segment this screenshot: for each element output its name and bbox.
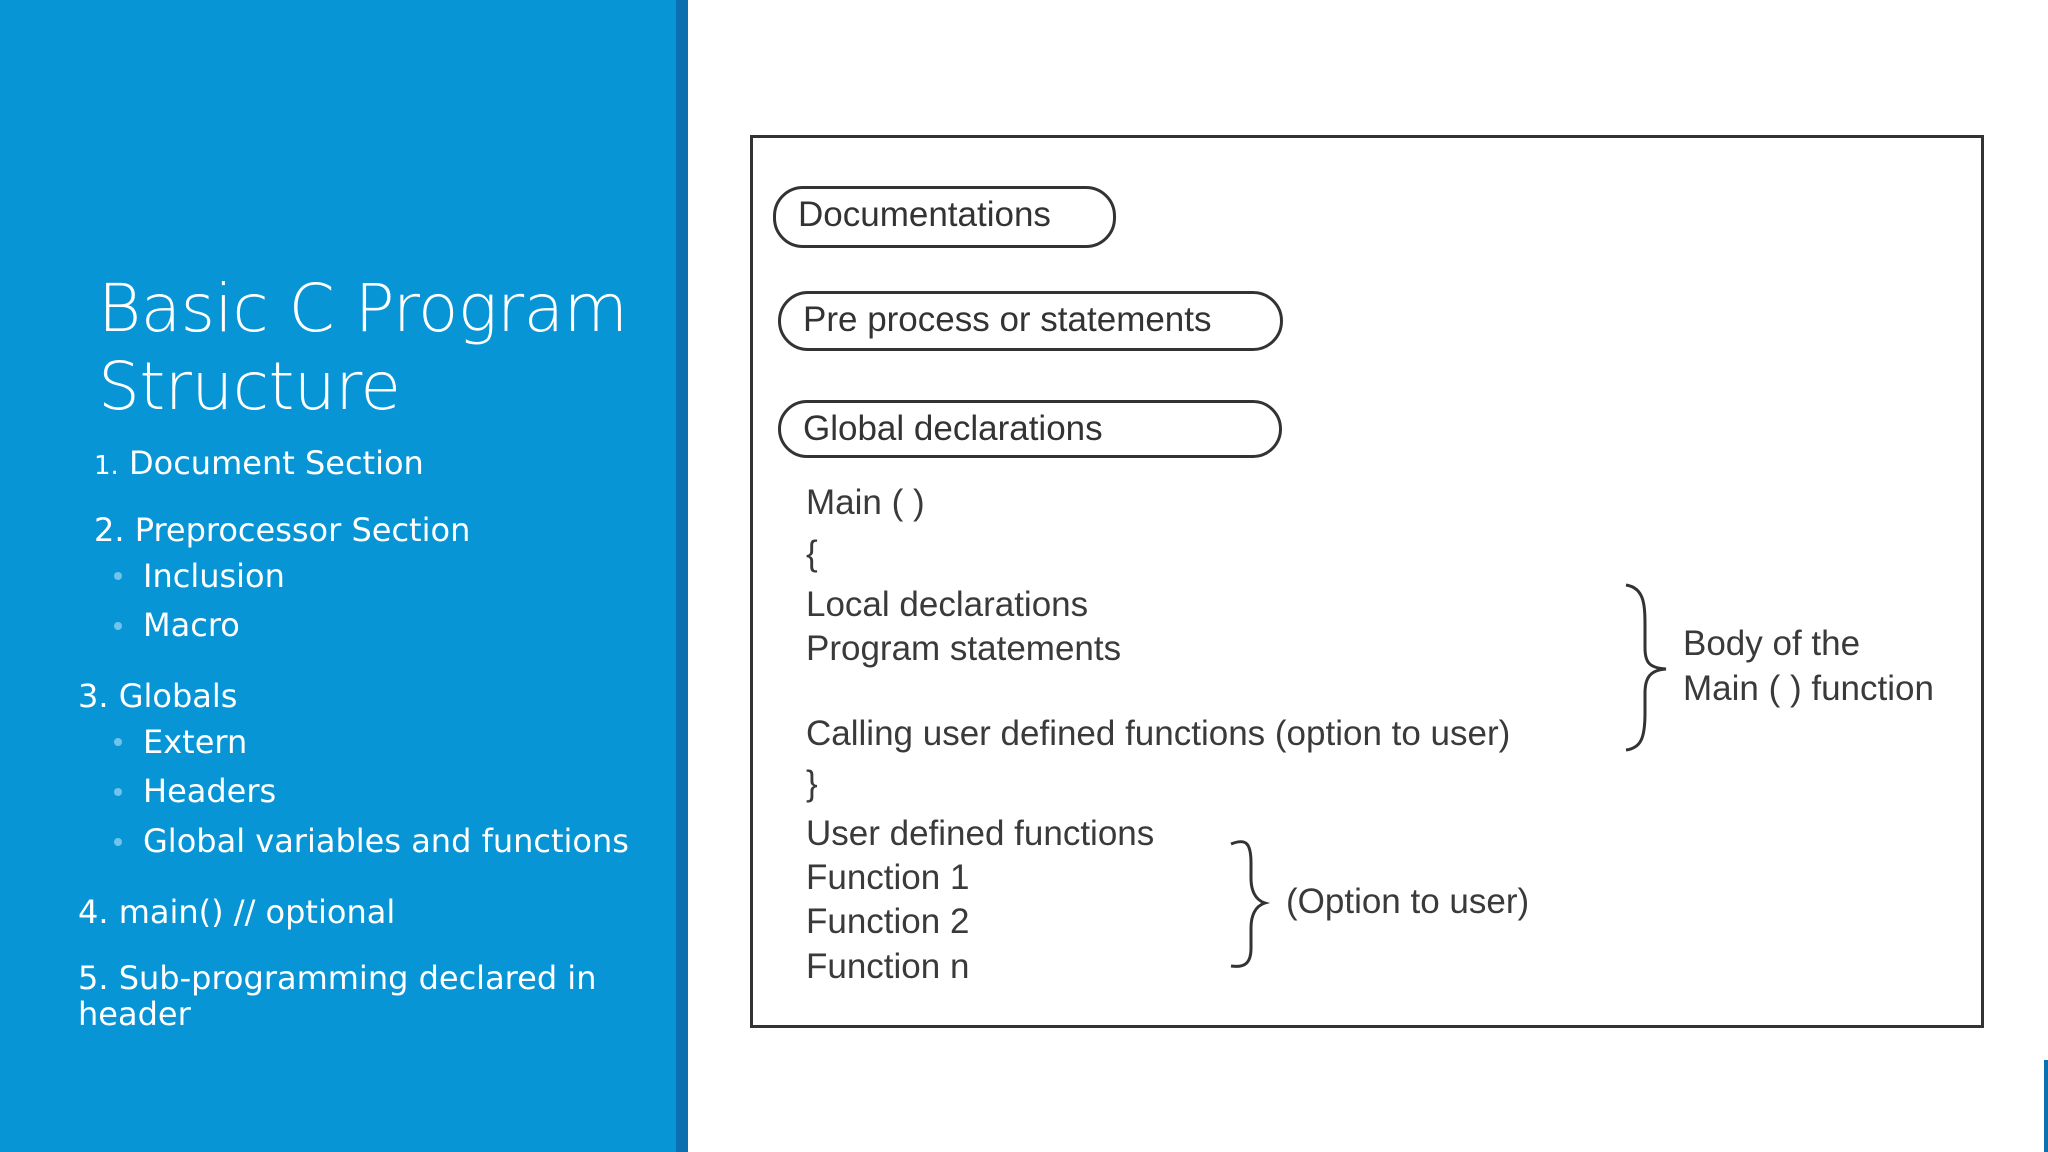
item-extern: Extern: [143, 723, 248, 761]
label-body-of-main-line-2: Main ( ) function: [1683, 669, 1934, 708]
item-document-section: [94, 444, 424, 485]
line-function-1: Function 1: [806, 858, 970, 897]
option-brace-icon: [1231, 842, 1265, 967]
bullet-icon: [114, 622, 122, 630]
pill-documentations: Documentations: [773, 186, 1116, 248]
bullet-icon: [114, 572, 122, 580]
line-close-brace: }: [806, 764, 818, 803]
item-number: 1.: [94, 451, 119, 481]
line-open-brace: {: [806, 534, 818, 573]
slide-title: [98, 270, 658, 426]
slide-title-line-2: Structure: [98, 348, 401, 425]
program-structure-diagram: [750, 135, 1984, 1028]
pill-preprocessor-statements: Pre process or statements: [778, 291, 1283, 351]
corner-accent: [2044, 1060, 2048, 1152]
line-user-defined-functions: User defined functions: [806, 814, 1155, 853]
item-inclusion: Inclusion: [143, 557, 285, 595]
item-sub-programming: 5. Sub-programming declared in header: [78, 959, 597, 1033]
line-local-declarations: Local declarations: [806, 585, 1089, 624]
item-global-variables: Global variables and functions: [143, 822, 629, 860]
slide-title-line-1: Basic C Program: [98, 270, 628, 347]
label-option-to-user: (Option to user): [1286, 882, 1530, 921]
line-function-n: Function n: [806, 947, 970, 986]
line-main: Main ( ): [806, 483, 925, 522]
item-globals: 3. Globals: [78, 677, 238, 715]
bullet-icon: [114, 788, 122, 796]
item-main: 4. main() // optional: [78, 893, 396, 931]
item-macro: Macro: [143, 606, 240, 644]
bullet-icon: [114, 738, 122, 746]
item-preprocessor-section: 2. Preprocessor Section: [94, 511, 471, 549]
label-body-of-main-line-1: Body of the: [1683, 624, 1861, 663]
line-calling-functions: Calling user defined functions (option to user): [806, 714, 1511, 753]
panel-divider: [676, 0, 688, 1152]
pill-global-declarations: Global declarations: [778, 400, 1282, 458]
bullet-icon: [114, 838, 122, 846]
line-program-statements: Program statements: [806, 629, 1122, 668]
line-function-2: Function 2: [806, 902, 970, 941]
item-headers: Headers: [143, 772, 277, 810]
body-brace-icon: [1626, 585, 1666, 750]
item-label: Document Section: [118, 444, 424, 482]
